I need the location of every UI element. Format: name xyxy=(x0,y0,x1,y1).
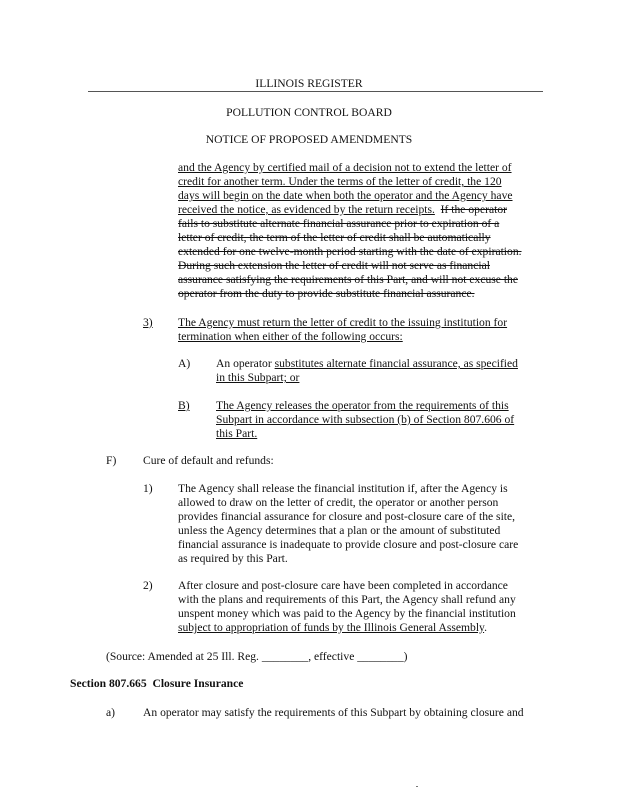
register-title: ILLINOIS REGISTER xyxy=(255,77,363,90)
text-segment: . xyxy=(484,621,488,634)
text-line: The Agency shall release the financial institution if, after the Agency is xyxy=(178,482,508,495)
item-a-label: a) xyxy=(106,706,116,719)
text-line: During such extension the letter of credit will not serve as financial xyxy=(178,259,490,272)
board-name: POLLUTION CONTROL BOARD xyxy=(226,106,392,119)
text-segment: An operator xyxy=(216,357,275,370)
header-rule xyxy=(88,91,543,92)
text-line: assurance satisfying the requirements of this Part, and will not excuse the xyxy=(178,273,518,286)
section-number: Section 807.665 xyxy=(70,677,147,690)
text-segment: received the notice, as evidenced by the return receipts. xyxy=(178,203,435,216)
text-line: provides financial assurance for closure and post-closure care of the site, xyxy=(178,510,516,523)
text-line: The Agency releases the operator from the requirements of this xyxy=(216,399,509,412)
text-line: extended for one twelve-month period starting with the date of expiration. xyxy=(178,245,522,258)
text-segment: subject to appropriation of funds by the Illinois General Assembly xyxy=(178,621,485,634)
text-line: allowed to draw on the letter of credit, the operator or another person xyxy=(178,496,499,509)
text-line: Cure of default and refunds: xyxy=(143,454,274,467)
item-3b-label: B) xyxy=(178,399,190,412)
text-line xyxy=(178,203,507,217)
text-line: operator from the duty to provide substitute financial assurance. xyxy=(178,287,475,300)
text-line xyxy=(178,621,487,635)
text-line: financial assurance is inadequate to provide closure and post-closure care xyxy=(178,538,519,551)
text-line: An operator may satisfy the requirements of this Subpart by obtaining closure and xyxy=(143,706,524,719)
text-line: days will begin on the date when both the operator and the Agency have xyxy=(178,189,513,202)
notice-title: NOTICE OF PROPOSED AMENDMENTS xyxy=(205,133,413,146)
text-line: After closure and post-closure care have been completed in accordance xyxy=(178,579,508,592)
text-line: The Agency must return the letter of credit to the issuing institution for xyxy=(178,316,508,329)
source-note: (Source: Amended at 25 Ill. Reg. ________, effective ________) xyxy=(106,650,408,663)
item-f1-label: 1) xyxy=(143,482,153,495)
text-line xyxy=(216,357,518,371)
text-line: with the plans and requirements of this Part, the Agency shall refund any xyxy=(178,593,516,606)
text-line: Subpart in accordance with subsection (b) of Section 807.606 of xyxy=(216,413,515,426)
text-line: this Part. xyxy=(216,427,258,440)
item-f2-label: 2) xyxy=(143,579,153,592)
text-segment: If the operator xyxy=(440,203,507,216)
text-line: letter of credit, the term of the letter of credit shall be automatically xyxy=(178,231,491,244)
scan-speck xyxy=(416,786,418,787)
section-title: Closure Insurance xyxy=(152,677,244,690)
text-line: and the Agency by certified mail of a decision not to extend the letter of xyxy=(178,161,512,174)
text-line: as required by this Part. xyxy=(178,552,288,565)
text-segment: substitutes alternate financial assurance, as specified xyxy=(274,357,518,370)
item-f-label: F) xyxy=(106,454,117,467)
item-3a-label: A) xyxy=(178,357,191,370)
text-line: unless the Agency determines that a plan or the amount of substituted xyxy=(178,524,501,537)
text-line: fails to substitute alternate financial assurance prior to expiration of a xyxy=(178,217,500,230)
text-line: credit for another term. Under the terms of the letter of credit, the 120 xyxy=(178,175,502,188)
section-heading xyxy=(70,677,243,691)
item-3-label: 3) xyxy=(143,316,153,329)
text-line: termination when either of the following occurs: xyxy=(178,330,403,343)
text-line: in this Subpart; or xyxy=(216,371,300,384)
text-line: unspent money which was paid to the Agency by the financial institution xyxy=(178,607,516,620)
